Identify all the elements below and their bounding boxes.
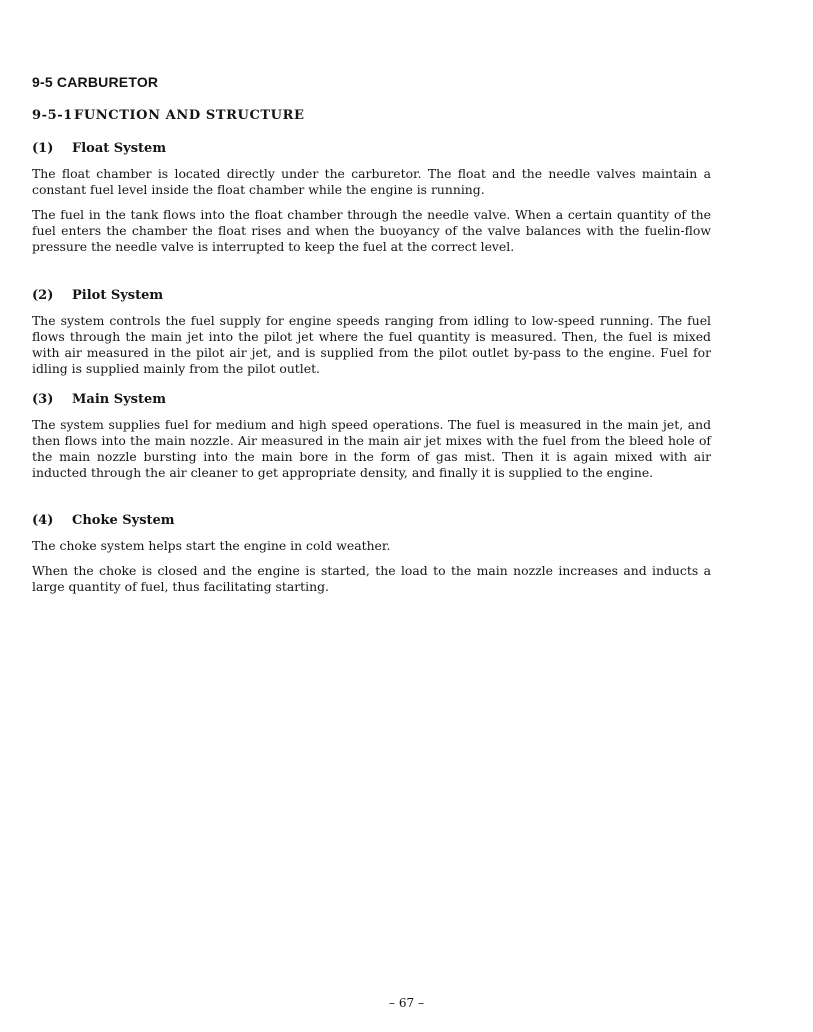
choke-system-heading [32,513,711,529]
main-system-section [32,392,711,481]
choke-system-title: Choke System [72,513,175,528]
main-system-title: Main System [72,392,167,407]
choke-system-number: (4) [32,513,54,528]
float-system-paragraph: The fuel in the tank flows into the float chamber through the needle valve. When a certain quantity of the fuel enters the chamber the float rises and when the buoyancy of the valve balances with the fuelin-flow pressure the needle valve is interrupted to keep the fuel at the correct level. [32,207,711,254]
main-system-paragraph: The system supplies fuel for medium and high speed operations. The fuel is measured in the main jet, and then flows into the main nozzle. Air measured in the main air jet mixes with the fuel from the bleed hole of the main nozzle bursting into the main bore in the form of gas mist. Then it is again mixed with air inducted through the air cleaner to get appropriate density, and finally it is supplied to the engine. [32,417,711,480]
pilot-system-title: Pilot System [72,288,164,303]
pilot-system-section [32,288,711,377]
pilot-system-paragraph: The system controls the fuel supply for engine speeds ranging from idling to low-speed running. The fuel flows through the main jet into the pilot jet where the fuel quantity is measured. Then, the fuel is mixed with air measured in the pilot air jet, and is supplied from the pilot outlet by-pass to the engine. Fuel for idling is supplied mainly from the pilot outlet. [32,313,711,376]
main-system-heading [32,392,711,408]
pilot-system-heading [32,288,711,304]
pilot-system-number: (2) [32,288,54,303]
section-title: 9-5 CARBURETOR [32,74,159,90]
subsection-title: FUNCTION AND STRUCTURE [74,108,305,123]
choke-system-paragraph: The choke system helps start the engine in cold weather. [32,538,391,553]
choke-system-section [32,513,711,595]
float-system-heading [32,141,711,157]
subsection-number: 9-5-1 [32,108,73,123]
subsection-heading [32,108,305,123]
float-system-paragraph: The float chamber is located directly under the carburetor. The float and the needle valves maintain a constant fuel level inside the float chamber while the engine is running. [32,166,711,197]
choke-system-paragraph: When the choke is closed and the engine is started, the load to the main nozzle increases and inducts a large quantity of fuel, thus facilitating starting. [32,563,711,594]
float-system-title: Float System [72,141,167,156]
page-number: – 67 – [389,996,424,1010]
main-system-number: (3) [32,392,54,407]
float-system-section [32,141,711,255]
float-system-number: (1) [32,141,54,156]
